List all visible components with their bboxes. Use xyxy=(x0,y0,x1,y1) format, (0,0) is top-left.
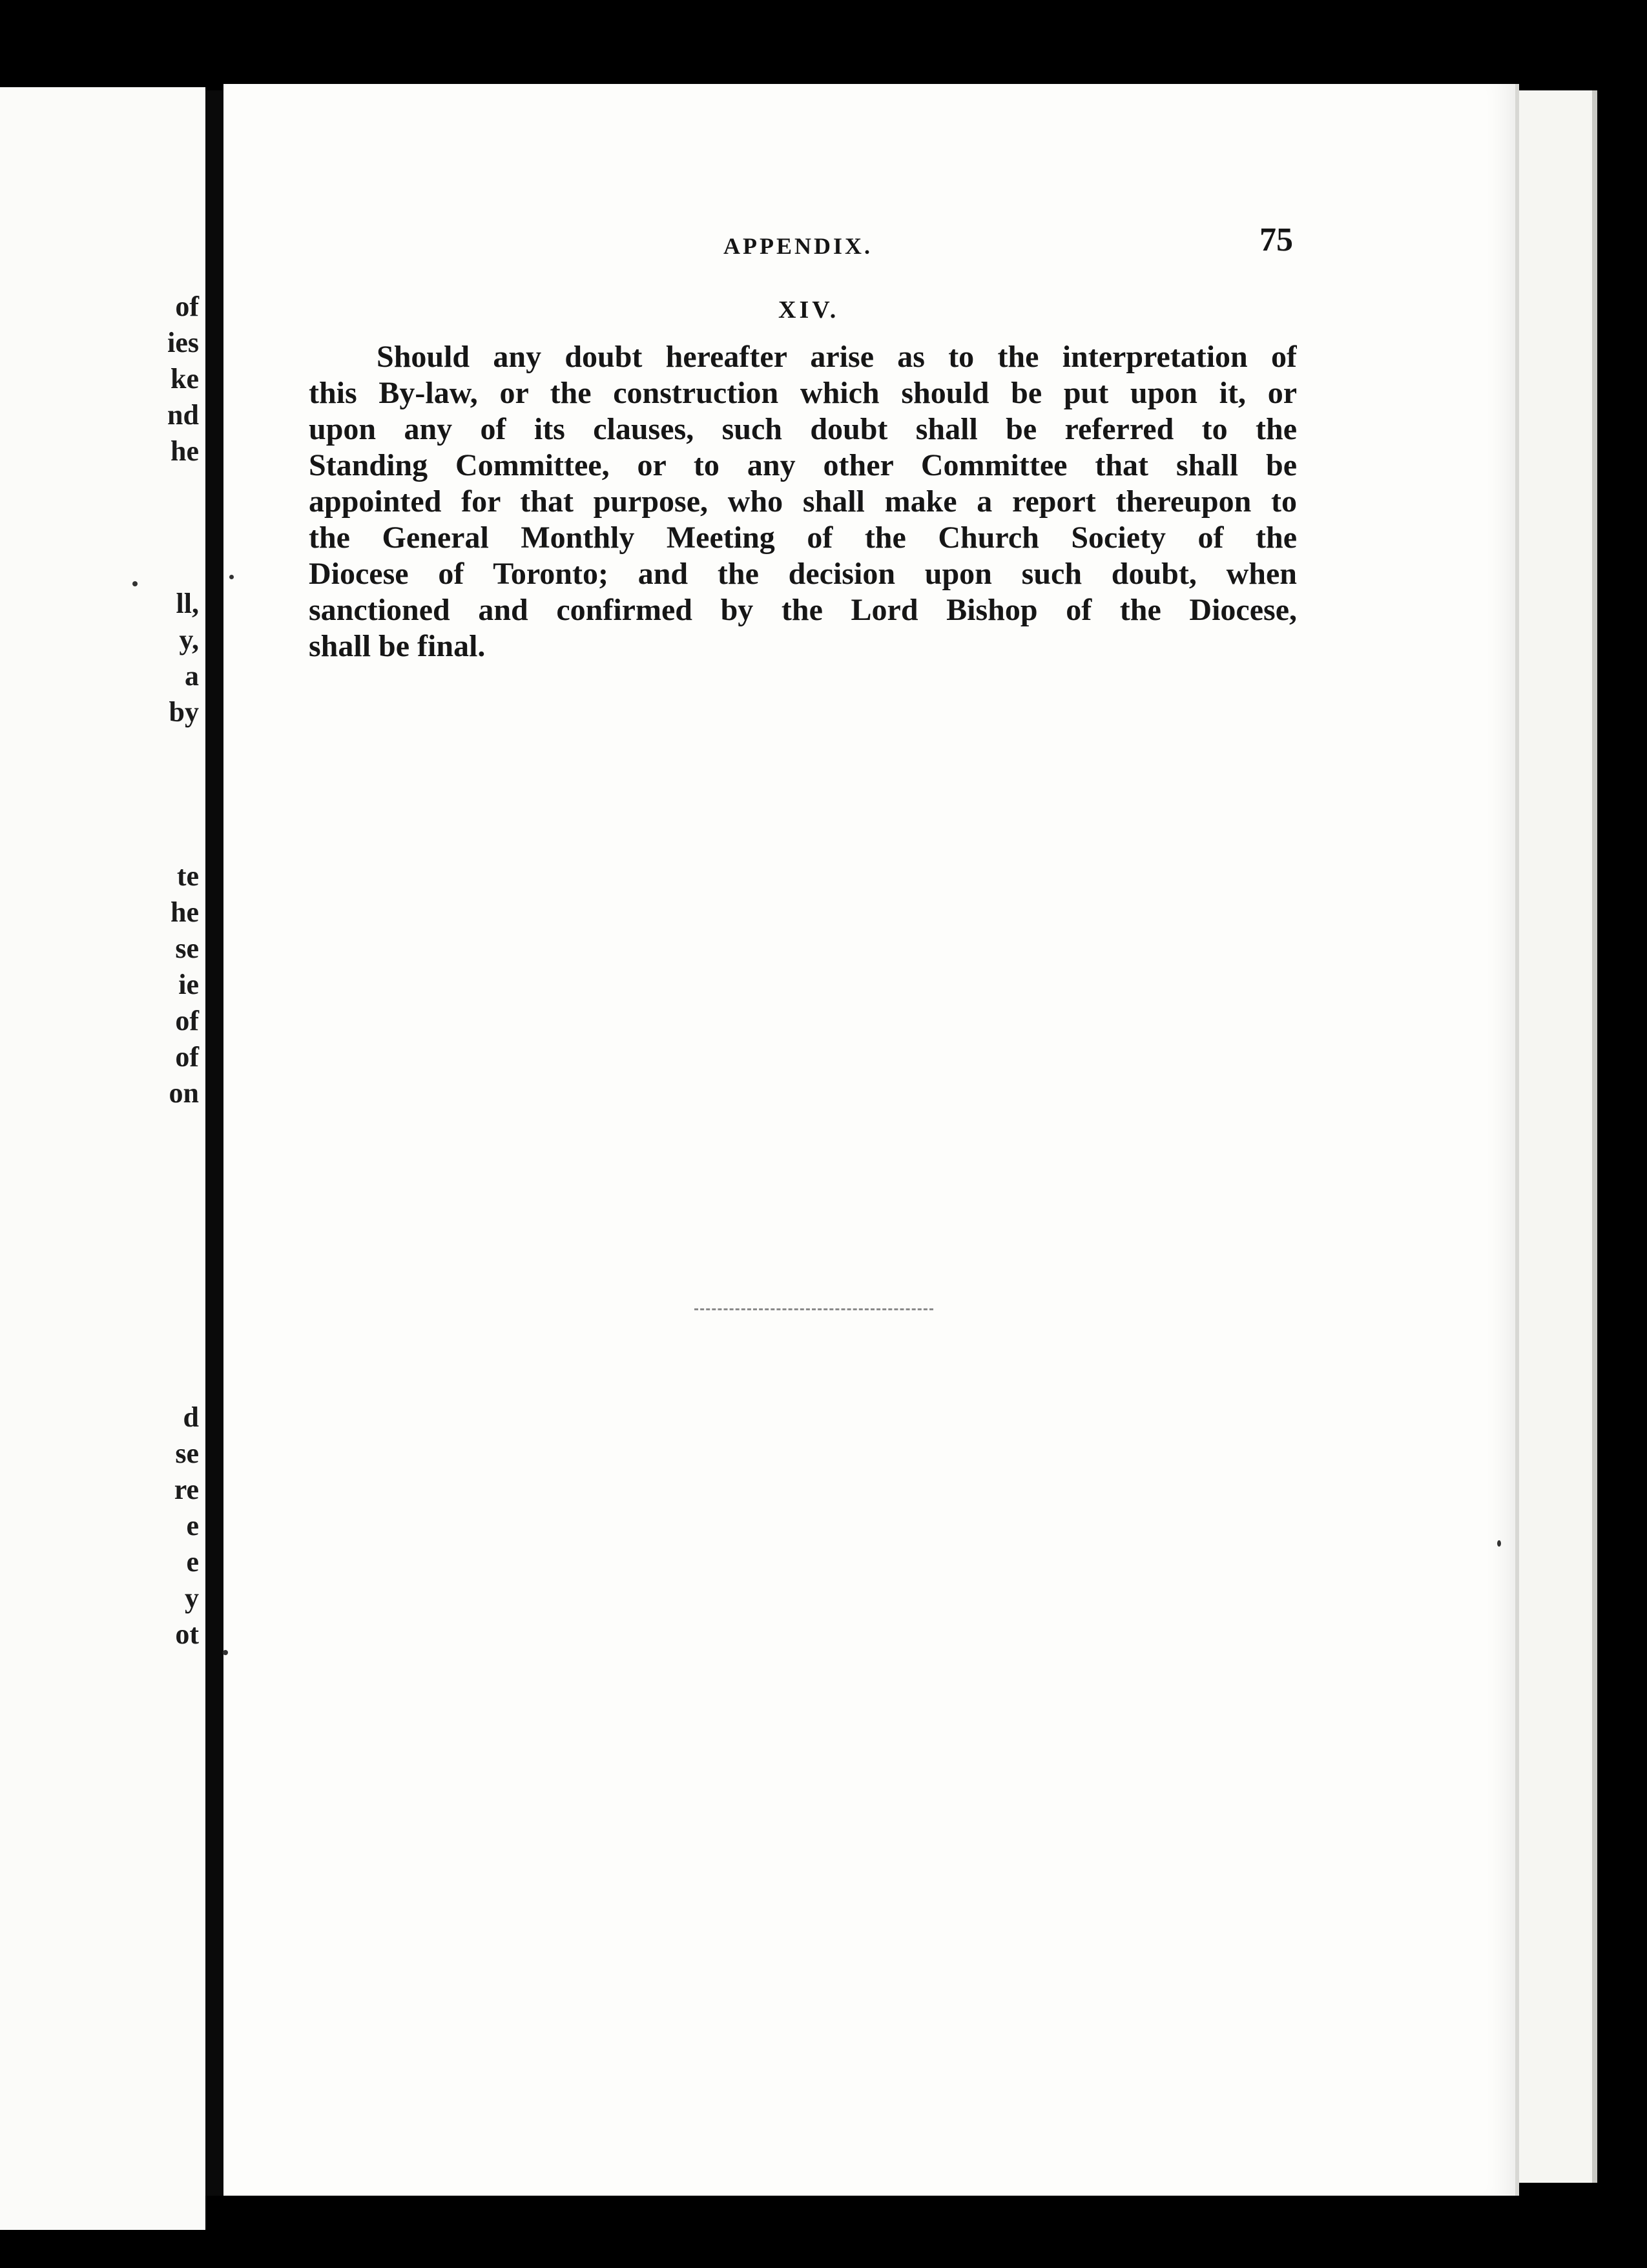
left-page-fragment: nd xyxy=(167,399,199,431)
text-line: appointed for that purpose, who shall make a report thereupon to xyxy=(309,484,1297,519)
left-page-fragment: of xyxy=(175,291,199,322)
text-line: sanctioned and confirmed by the Lord Bishop of the Diocese, xyxy=(309,593,1297,627)
left-page-fragment: by xyxy=(169,696,199,728)
text-line: shall be final. xyxy=(309,629,486,663)
left-page-fragment: on xyxy=(169,1077,199,1109)
paper-speck xyxy=(229,575,234,579)
left-page-fragment: y xyxy=(185,1582,199,1614)
left-page-fragment: of xyxy=(175,1005,199,1036)
page-number: 75 xyxy=(1259,222,1293,258)
closing-rule xyxy=(694,1308,933,1310)
left-page-fragment: of xyxy=(175,1041,199,1073)
left-page-fragment: ot xyxy=(175,1618,199,1650)
left-page-fragment: ll, xyxy=(176,588,199,619)
left-page-fragment: ie xyxy=(178,969,199,1000)
left-page-fragment: he xyxy=(171,896,199,928)
left-page-fragment: d xyxy=(183,1401,199,1433)
text-line: upon any of its clauses, such doubt shall be referred to the xyxy=(309,412,1297,446)
book-gutter xyxy=(205,90,225,2196)
text-line: Diocese of Toronto; and the decision upon such doubt, when xyxy=(309,557,1297,591)
page-edge-stack xyxy=(1513,90,1597,2183)
left-page-fragment: a xyxy=(185,660,199,692)
left-page-fragment: he xyxy=(171,435,199,467)
left-facing-page xyxy=(0,87,205,2230)
paper-speck xyxy=(1497,1540,1501,1547)
left-page-fragment: ies xyxy=(167,327,199,358)
left-page-fragment: ke xyxy=(171,363,199,395)
left-page-fragment: y, xyxy=(179,624,199,655)
left-page-fragment: e xyxy=(186,1510,199,1541)
text-line: Standing Committee, or to any other Committee that shall be xyxy=(309,448,1297,482)
left-page-fragment: re xyxy=(174,1474,199,1505)
text-line: Should any doubt hereafter arise as to the interpretation of xyxy=(377,340,1297,374)
paper-speck xyxy=(132,581,138,586)
paper-speck xyxy=(223,1650,228,1655)
text-line: this By-law, or the construction which should be put upon it, or xyxy=(309,376,1297,410)
left-page-fragment: te xyxy=(176,860,199,892)
left-page-fragment: e xyxy=(186,1546,199,1578)
body-paragraph xyxy=(309,339,1297,665)
left-page-fragment: se xyxy=(175,1438,199,1469)
section-heading: XIV. xyxy=(778,296,840,324)
running-head: APPENDIX. xyxy=(723,233,873,259)
left-page-fragment: se xyxy=(175,933,199,964)
text-line: the General Monthly Meeting of the Church Society of the xyxy=(309,521,1297,555)
